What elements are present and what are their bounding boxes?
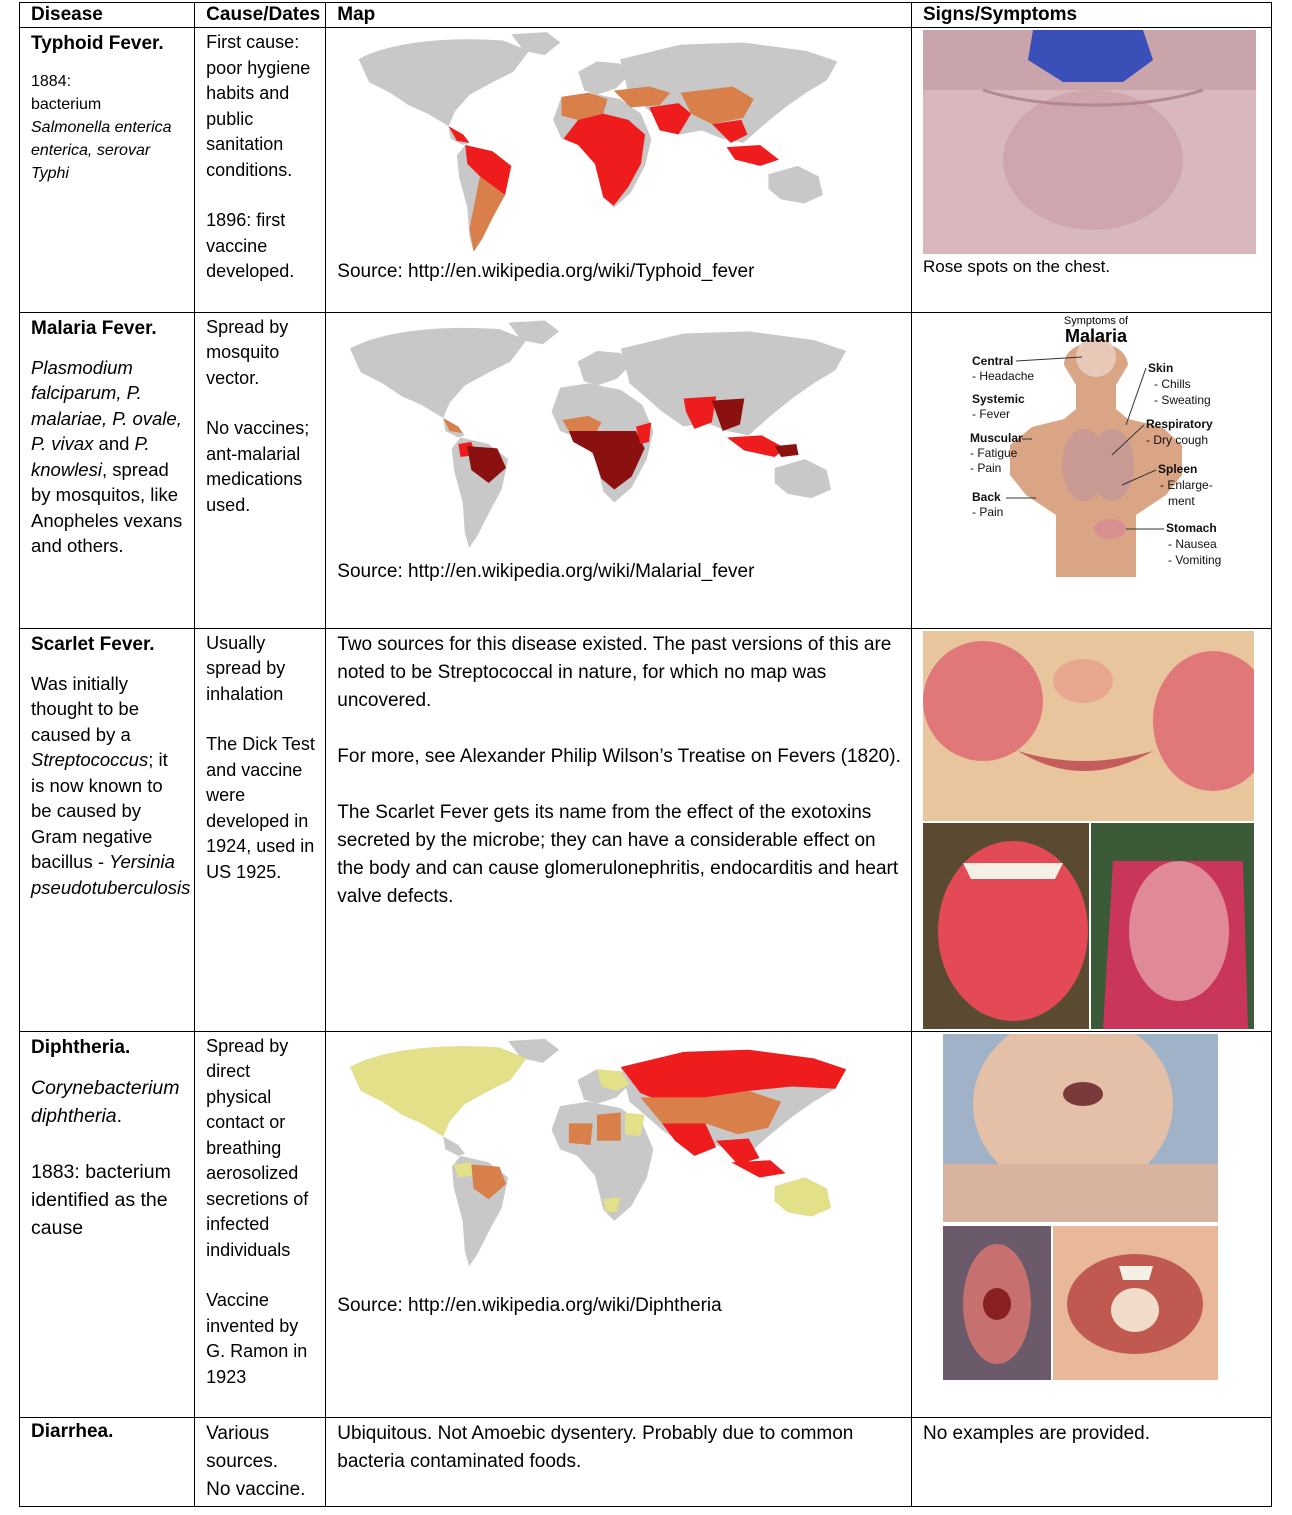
scarlet-text-2: For more, see Alexander Philip Wilson’s Treatise on Fevers (1820).	[337, 745, 901, 767]
malaria-symptoms-diagram	[936, 315, 1256, 595]
label-stomach: Stomach	[1165, 520, 1217, 535]
label-muscular-1: - Fatigue	[969, 445, 1018, 460]
map-source: Source: http://en.wikipedia.org/wiki/Malarial_fever	[337, 560, 755, 582]
diphtheria-photos	[943, 1034, 1218, 1380]
label-systemic: Systemic	[971, 391, 1025, 406]
symptoms-text: No examples are provided.	[922, 1423, 1151, 1444]
label-spleen-1: - Enlarge-	[1159, 477, 1213, 492]
agent-label: bacterium	[31, 96, 102, 113]
label-back: Back	[971, 489, 1001, 504]
label-systemic-1: - Fever	[971, 406, 1010, 421]
header-disease: Disease	[20, 3, 195, 28]
diphtheria-world-map	[337, 1034, 857, 1294]
photo-caption: Rose spots on the chest.	[922, 257, 1111, 276]
scarlet-text-1: Two sources for this disease existed. The past versions of this are noted to be Streptococcal in nature, for which no map was uncovered.	[337, 633, 892, 711]
vaccine-text: Vaccine invented by G. Ramon in 1923	[206, 1290, 308, 1387]
label-back-1: - Pain	[971, 504, 1004, 519]
row-malaria	[20, 312, 1272, 628]
disease-name: Scarlet Fever.	[31, 633, 155, 655]
discovery-note: 1883: bacterium identified as the cause	[31, 1160, 171, 1239]
label-respiratory: Respiratory	[1145, 416, 1213, 431]
malaria-world-map	[337, 315, 857, 560]
disease-name: Typhoid Fever.	[31, 33, 164, 54]
rose-spots-photo	[923, 30, 1256, 254]
label-skin-1: - Chills	[1153, 376, 1191, 391]
discovery-year: 1884:	[31, 73, 72, 90]
label-central-1: - Headache	[971, 368, 1035, 383]
diagram-title-small: Symptoms of	[1063, 314, 1129, 327]
scarlet-text-3: The Scarlet Fever gets its name from the effect of the exotoxins secreted by the microbe; they can have a considerable effect on the body and can cause glomerulonephritis, endocarditis and heart valve defects.	[337, 801, 899, 907]
label-spleen-2: ment	[1167, 493, 1195, 508]
disease-name: Diarrhea.	[31, 1421, 114, 1442]
agent-species: Salmonella enterica enterica, serovar Typhi	[31, 119, 172, 182]
agent-description: Plasmodium falciparum, P. malariae, P. ovale, P. vivax and P. knowlesi, spread by mosquitos, like Anopheles vexans and others.	[31, 356, 183, 556]
cause-text: First cause: poor hygiene habits and public sanitation conditions.	[206, 32, 311, 180]
header-row	[20, 3, 1272, 28]
cause-text: Various sources.	[206, 1423, 278, 1472]
agent-species: Corynebacterium diphtheria.	[31, 1076, 180, 1127]
label-skin-2: - Sweating	[1153, 392, 1211, 407]
label-muscular-2: - Pain	[969, 460, 1002, 475]
header-symptoms: Signs/Symptoms	[911, 3, 1271, 28]
vaccine-text: The Dick Test and vaccine were developed in 1924, used in US 1925.	[206, 734, 315, 882]
cause-text: Usually spread by inhalation	[206, 632, 286, 704]
typhoid-world-map	[337, 30, 857, 260]
label-stomach-1: - Nausea	[1167, 536, 1217, 551]
map-source: Source: http://en.wikipedia.org/wiki/Typhoid_fever	[337, 261, 755, 282]
agent-description: Was initially thought to be caused by a Streptococcus; it is now known to be caused by Gram negative bacillus - Yersinia pseudotuberculosis	[31, 672, 191, 898]
label-central: Central	[971, 353, 1014, 368]
row-diphtheria	[20, 1031, 1272, 1418]
vaccine-text: 1896: first vaccine developed.	[206, 210, 295, 281]
label-spleen: Spleen	[1157, 461, 1198, 476]
row-scarlet	[20, 628, 1272, 1031]
scarlet-fever-photos	[923, 631, 1254, 1029]
map-source: Source: http://en.wikipedia.org/wiki/Diphtheria	[337, 1294, 722, 1316]
cause-text: Spread by direct physical contact or breathing aerosolized secretions of infected individuals	[206, 1035, 309, 1260]
cause-text: Spread by mosquito vector.	[206, 316, 289, 388]
header-map: Map	[326, 3, 912, 28]
label-skin: Skin	[1147, 360, 1174, 375]
header-cause: Cause/Dates	[195, 3, 326, 28]
label-respiratory-1: - Dry cough	[1145, 432, 1208, 447]
disease-table	[19, 2, 1272, 1507]
label-stomach-2: - Vomiting	[1167, 552, 1222, 567]
disease-name: Malaria Fever.	[31, 317, 157, 339]
diarrhea-text: Ubiquitous. Not Amoebic dysentery. Probably due to common bacteria contaminated foods.	[337, 1423, 854, 1472]
row-diarrhea	[20, 1418, 1272, 1507]
label-muscular: Muscular	[969, 430, 1023, 445]
vaccine-text: No vaccines; ant-malarial medications used.	[206, 418, 310, 515]
diagram-title: Malaria	[1064, 325, 1127, 346]
disease-name: Diphtheria.	[31, 1036, 131, 1058]
vaccine-text: No vaccine.	[206, 1479, 306, 1500]
row-typhoid	[20, 28, 1272, 313]
